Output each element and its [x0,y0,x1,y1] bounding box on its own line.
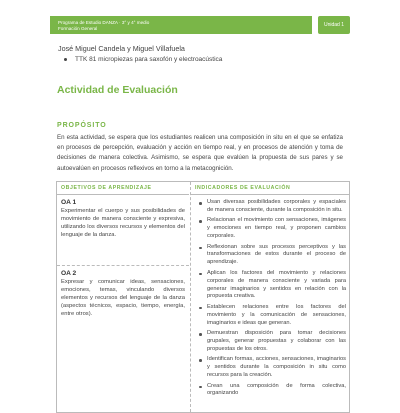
bullet-icon [64,58,67,61]
indicator-item: Relacionan el movimiento con sensaciones, imágenes y emociones en tiempo real, y proponen cambios corporales. [199,217,346,241]
program-subtitle: Formación General [58,26,98,31]
objective-title: OA 1 [61,199,77,206]
program-header-bar [50,16,312,34]
indicator-item: Demuestran disposición para tomar decisiones grupales, generar propuestas y colaborar con las propuestas de los otros. [199,330,346,354]
section-title: Actividad de Evaluación [57,84,178,96]
objective-title: OA 2 [61,270,77,277]
indicator-item: Crean una composición de forma colectiva, organizando [199,383,346,399]
unit-badge: Unidad 1 [318,16,350,34]
indicators-column [190,182,350,412]
objectives-column [57,182,189,412]
indicator-item: Identifican formas, acciones, sensaciones, imaginarios y sentidos durante la composición in situ como recursos para la creación. [199,356,346,380]
purpose-label: PROPÓSITO [57,122,107,129]
evaluation-table [56,181,350,413]
indicator-item: Usan diversas posibilidades corporales y espaciales de manera consciente, durante la composición in situ. [199,199,346,215]
objectives-header: OBJETIVOS DE APRENDIZAJE [57,182,189,195]
indicator-item: Establecen relaciones entre los factores del movimiento y la comunicación de sensaciones, imaginarios e ideas que generan. [199,304,346,328]
indicator-item: Reflexionan sobre sus procesos perceptivos y las transformaciones de estos durante el proceso de aprendizaje. [199,244,346,268]
objective-text: Expresar y comunicar ideas, sensaciones, emociones, temas, vinculando diversos elementos y recursos del lenguaje de la danza (aspectos técnicos, espacio, tiempo, energía, entre otros). [61,279,185,317]
indicators-list [191,195,350,398]
program-title: Programa de Estudio DANZA · 3° y 4° medio [58,20,150,25]
objective-text: Experimentar el cuerpo y sus posibilidades de movimiento de manera consciente y expresiva, utilizando los diversos recursos y elementos del lenguaje de la danza. [61,208,185,238]
indicators-header: INDICADORES DE EVALUACIÓN [191,182,350,195]
indicator-item: Aplican los factores del movimiento y relaciones corporales de manera consciente y variada para generar imaginarios y sentidos en relación con la propuesta creativa. [199,270,346,302]
reference-bullet [64,56,222,63]
purpose-text: En esta actividad, se espera que los estudiantes realicen una composición in situ en el que se enfatiza en procesos de percepción, evaluación y acción en tiempo real, y en procesos de atención y toma de decisiones de manera colectiva. Asimismo, se espera que evalúen la propuesta de sus pares y se autoevalúen en procesos reflexivos en torno a la metacognición. [57,134,343,172]
objective-item [57,195,189,239]
objective-item [57,266,189,318]
authors-line: José Miguel Candela y Miguel Villafuela [58,44,185,53]
reference-text: TTK 81 micropiezas para saxofón y electroacústica [75,56,223,63]
